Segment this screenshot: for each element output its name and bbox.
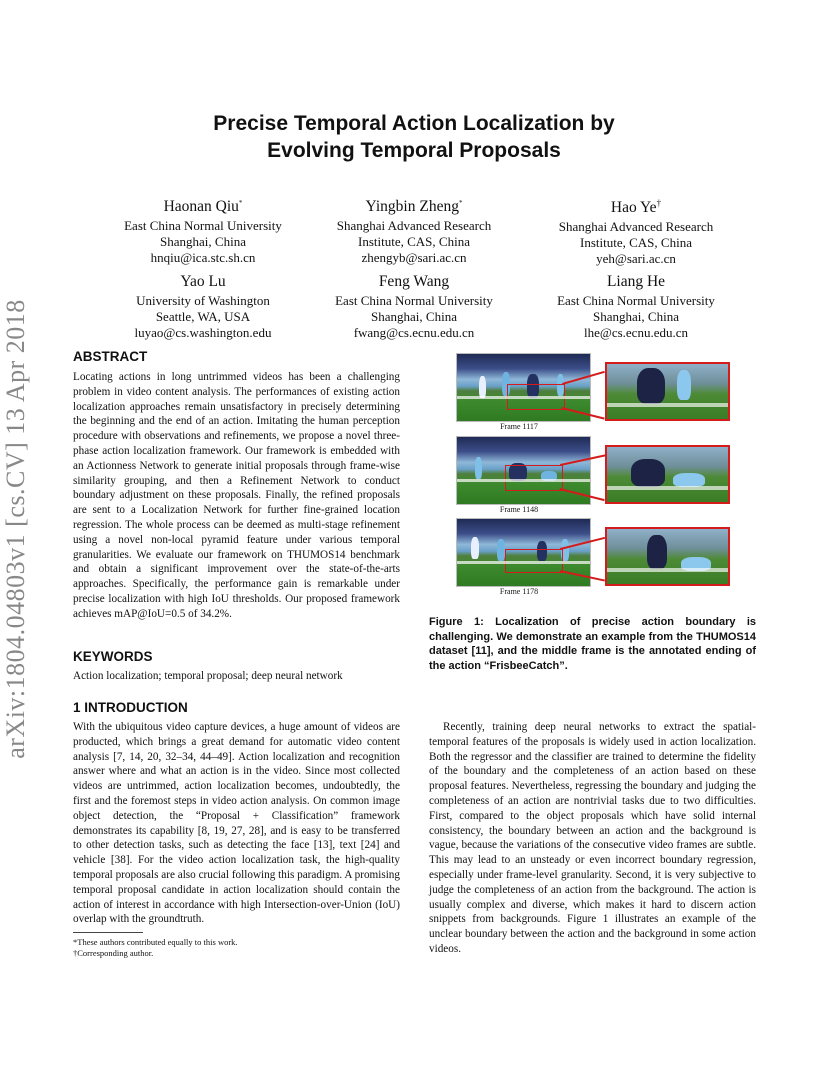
author-email: lhe@cs.ecnu.edu.cn [583,325,688,340]
player [471,537,479,559]
author-block [536,272,736,341]
author-location: Institute, CAS, China [580,235,692,251]
author-affiliation: Shanghai Advanced Research [336,218,492,234]
author-block [536,193,736,267]
player [631,459,665,487]
video-frame-1148 [456,436,591,505]
player [497,539,505,561]
author-block [314,193,514,266]
intro-heading: 1 INTRODUCTION [73,700,188,715]
arxiv-side-label: arXiv:1804.04803v1 [cs.CV] 13 Apr 2018 [1,299,30,759]
zoomed-region-1148 [605,445,730,504]
author-mark: * [458,199,463,207]
author-location: Seattle, WA, USA [155,309,251,324]
footnote-1: *These authors contributed equally to this work. [73,937,238,947]
intro-left-text: With the ubiquitous video capture devices, a huge amount of videos are producted, which brings a great demand for automatic video content analysis [7, 14, 20, 32–34, 44–49]. Action localization and recognition answer where and what an action is in the video. Since most collected videos are untrimmed, action localization becomes, undoubtedly, the first and the foremost steps in video action analysis. On common image object detection, the “Proposal + Classification” framework demonstrates its capability [8, 19, 27, 28], and is easy to be transferred to other detection tasks, such as detecting the face [13], text [24] and vehicle [38]. For the video action localization task, the high-quality temporal proposals are also crucial following this paradigm. A promising temporal proposal candidate in action localization should contain the action of interest in accordance with high Intersection-over-Union (IoU) overlap with the groundtruth. [73,721,400,926]
author-affiliation: East China Normal University [124,218,282,234]
video-frame-1178 [456,518,591,587]
author-name: Feng Wang [378,273,450,290]
player [673,473,705,487]
player [677,370,691,400]
author-name: Hao Ye [610,199,657,217]
author-block [103,193,303,266]
author-name: Yao Lu [180,273,226,290]
frame-label: Frame 1178 [499,587,539,596]
abstract-heading: ABSTRACT [73,349,148,364]
zoomed-region-1178 [605,527,730,586]
frame-label: Frame 1148 [499,505,539,514]
author-email: hnqiu@ica.stc.sh.cn [150,250,256,266]
video-frame-1117 [456,353,591,422]
author-mark: † [656,198,662,208]
author-name: Liang He [606,273,666,290]
title-line-2: Evolving Temporal Proposals [267,139,561,162]
footnote-rule [73,932,143,933]
author-affiliation: East China Normal University [557,293,715,308]
author-block [103,272,303,341]
player [475,457,482,479]
author-email: fwang@cs.ecnu.edu.cn [353,325,475,340]
author-email: luyao@cs.washington.edu [134,325,272,340]
intro-right-text: Recently, training deep neural networks to extract the spatial-temporal features of the proposals is widely used in action localization. Both the regressor and the classifier are trained to determine the fidelity of the boundary and the completeness of an action based on these proposal features. Nevertheless, regressing the boundary and judging the completeness of an action are nontrivial tasks due to two difficulties. First, compared to the object proposals which have solid internal consistency, the boundary between an action and the background is vague, because the variations of the consecutive video frames are subtle. This may lead to an unsteady or even incorrect boundary regression, especially under frame-level granularity. Second, it is very subjective to judge the completeness of an action from the background. The action is usually complex and diverse, which makes it hard to discern action snippets from backgrounds. Figure 1 illustrates an example of the unclear boundary between the action and the background in some action videos. [429,721,756,955]
author-block [314,272,514,341]
player [681,557,711,571]
frame-label: Frame 1117 [500,422,538,431]
abstract-text: Locating actions in long untrimmed videos has been a challenging problem in video content analysis. The performances of existing action localization approaches remain unsatisfactory in precisely determining the beginning and the end of an action. Imitating the human perception procedure with observations and refinements, we propose a novel three-phase action localization framework. Our framework is embedded with an Actionness Network to generate initial proposals through frame-wise similarity grouping, and then a Refinement Network to conduct boundary adjustment on these proposals. Finally, the refined proposals are sent to a Localization Network for further fine-grained location regression. The whole process can be deemed as multi-stage refinement using a novel non-local pyramid feature under various temporal granularities. We evaluate our framework on THUMOS14 benchmark and obtain a significant improvement over the state-of-the-arts approaches. Specifically, the performance gain is remarkable under precise localization with high IoU thresholds. Our proposed framework achieves mAP@IoU=0.5 of 34.2%. [73,371,400,620]
action-region-box [507,384,565,410]
paper-title [100,110,728,164]
author-email: yeh@sari.ac.cn [596,251,676,267]
author-location: Shanghai, China [371,309,457,324]
action-region-box [505,465,563,491]
player [637,368,665,404]
figure-caption: Figure 1: Localization of precise action boundary is challenging. We demonstrate an example from the THUMOS14 dataset [11], and the middle frame is the annotated ending of the action “FrisbeeCatch”. [429,616,756,672]
zoomed-region-1117 [605,362,730,421]
keywords-heading: KEYWORDS [73,649,153,664]
author-location: Institute, CAS, China [358,234,470,250]
player [647,535,667,569]
author-name: Haonan Qiu [163,198,239,216]
author-affiliation: Shanghai Advanced Research [558,219,714,235]
title-line-1: Precise Temporal Action Localization by [213,112,615,135]
action-region-box [505,549,563,573]
author-location: Shanghai, China [593,309,679,324]
author-name: Yingbin Zheng [365,198,459,216]
author-affiliation: University of Washington [136,293,270,308]
player [479,376,486,398]
keywords-text: Action localization; temporal proposal; deep neural network [73,670,343,682]
author-mark: * [238,199,243,207]
footnote-2: †Corresponding author. [73,948,154,958]
author-email: zhengyb@sari.ac.cn [361,250,467,266]
author-location: Shanghai, China [160,234,246,250]
author-affiliation: East China Normal University [335,293,493,308]
